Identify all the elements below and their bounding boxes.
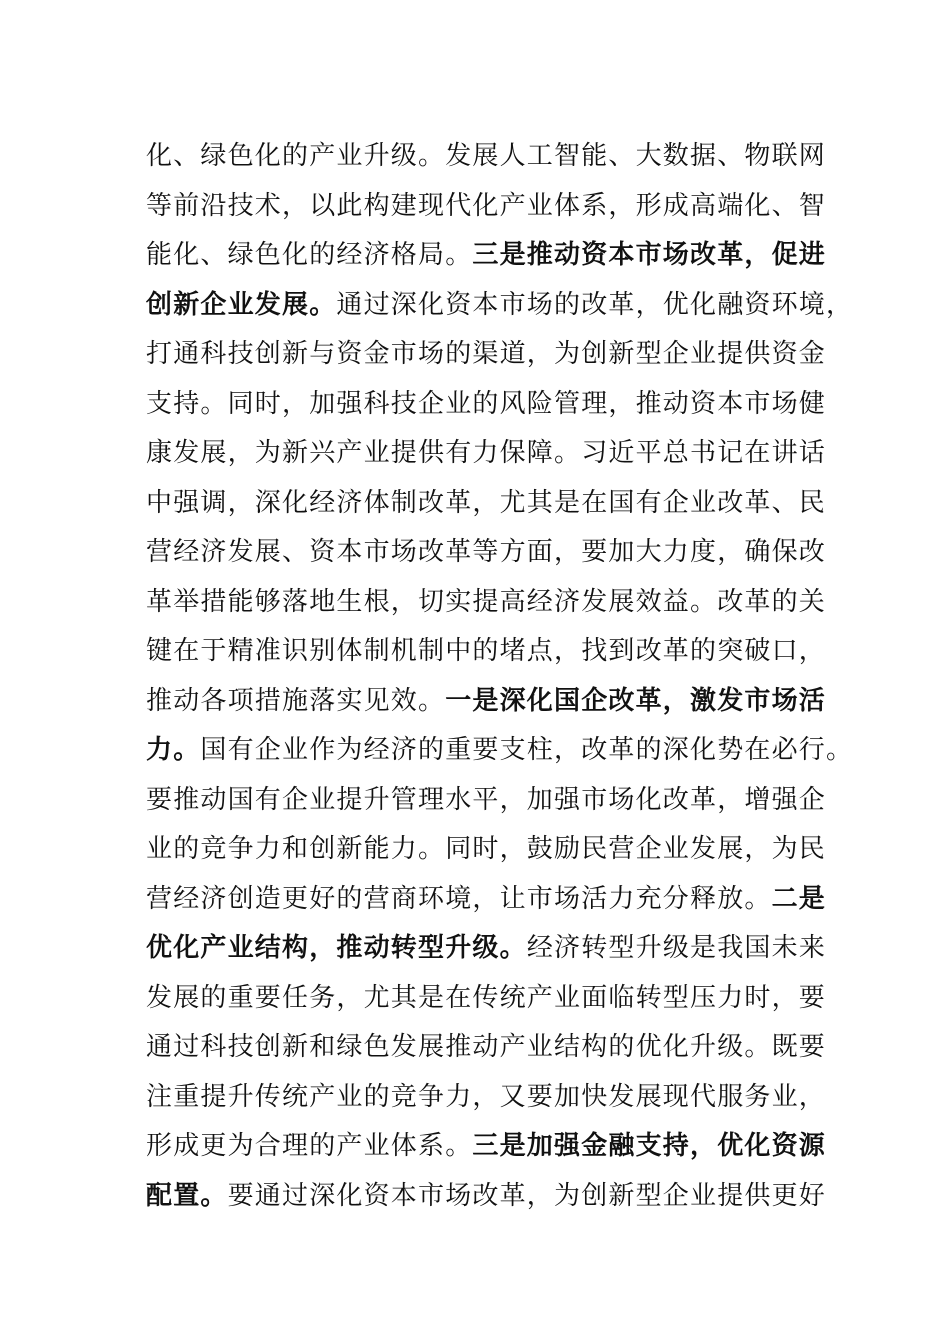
body-text-segment: 支持。同时，加强科技企业的风险管理，推动资本市场健: [146, 388, 827, 419]
text-line: [146, 330, 827, 380]
text-line: [146, 528, 827, 578]
body-text-segment: 中强调，深化经济体制改革，尤其是在国有企业改革、民: [146, 487, 827, 518]
body-text-segment: 注重提升传统产业的竞争力，又要加快发展现代服务业，: [146, 1081, 827, 1112]
bold-heading-text: 创新企业发展。: [146, 289, 337, 320]
body-text-segment: 键在于精准识别体制机制中的堵点，找到改革的突破口，: [146, 636, 827, 666]
body-text-segment: 国有企业作为经济的重要支柱，改革的深化势在必行。: [200, 735, 854, 765]
text-line: [146, 924, 827, 974]
body-text-segment: 形成更为合理的产业体系。: [146, 1131, 473, 1161]
text-line: [146, 776, 827, 826]
body-text: [146, 132, 854, 1221]
bold-heading-text: 优化产业结构，推动转型升级。: [146, 933, 527, 963]
bold-heading-text: 三是推动资本市场改革，促进: [472, 240, 827, 270]
bold-heading-text: 配置。: [146, 1180, 228, 1211]
text-line: [146, 182, 827, 232]
body-text-segment: 营经济发展、资本市场改革等方面，要加大力度，确保改: [146, 537, 827, 567]
text-line: [146, 132, 827, 182]
text-line: [146, 1023, 827, 1073]
bold-heading-text: 力。: [146, 735, 201, 765]
bold-heading-text: 三是加强金融支持，优化资源: [472, 1131, 827, 1161]
text-line: [146, 231, 827, 281]
body-text-segment: 化、绿色化的产业升级。发展人工智能、大数据、物联网: [146, 141, 827, 171]
text-line: [146, 1122, 827, 1172]
body-text-segment: 能化、绿色化的经济格局。: [146, 240, 473, 270]
body-text-segment: 革举措能够落地生根，切实提高经济发展效益。改革的关: [146, 586, 827, 617]
body-text-segment: 要推动国有企业提升管理水平，加强市场化改革，增强企: [146, 784, 827, 815]
text-line: [146, 627, 827, 677]
text-line: [146, 479, 827, 529]
text-line: [146, 578, 827, 628]
text-line: [146, 1073, 827, 1123]
text-line: [146, 1172, 827, 1222]
body-text-segment: 康发展，为新兴产业提供有力保障。习近平总书记在讲话: [146, 438, 827, 468]
body-text-segment: 业的竞争力和创新能力。同时，鼓励民营企业发展，为民: [146, 834, 827, 864]
text-line: [146, 281, 854, 331]
body-text-segment: 营经济创造更好的营商环境，让市场活力充分释放。: [146, 883, 772, 914]
body-text-segment: 推动各项措施落实见效。: [146, 685, 446, 716]
text-line: [146, 726, 854, 776]
text-line: [146, 875, 827, 925]
body-text-segment: 经济转型升级是我国未来: [526, 933, 827, 963]
text-line: [146, 429, 827, 479]
text-line: [146, 380, 827, 430]
body-text-segment: 通过科技创新和绿色发展推动产业结构的优化升级。既要: [146, 1032, 827, 1062]
text-line: [146, 677, 827, 727]
body-text-segment: 打通科技创新与资金市场的渠道，为创新型企业提供资金: [146, 339, 827, 369]
bold-heading-text: 一是深化国企改革，激发市场活: [445, 685, 827, 716]
body-text-segment: 通过深化资本市场的改革，优化融资环境，: [336, 289, 854, 320]
body-text-segment: 发展的重要任务，尤其是在传统产业面临转型压力时，要: [146, 982, 827, 1013]
text-line: [146, 825, 827, 875]
bold-heading-text: 二是: [771, 883, 827, 914]
body-text-segment: 要通过深化资本市场改革，为创新型企业提供更好: [227, 1180, 827, 1211]
text-line: [146, 974, 827, 1024]
body-text-segment: 等前沿技术，以此构建现代化产业体系，形成高端化、智: [146, 190, 827, 221]
